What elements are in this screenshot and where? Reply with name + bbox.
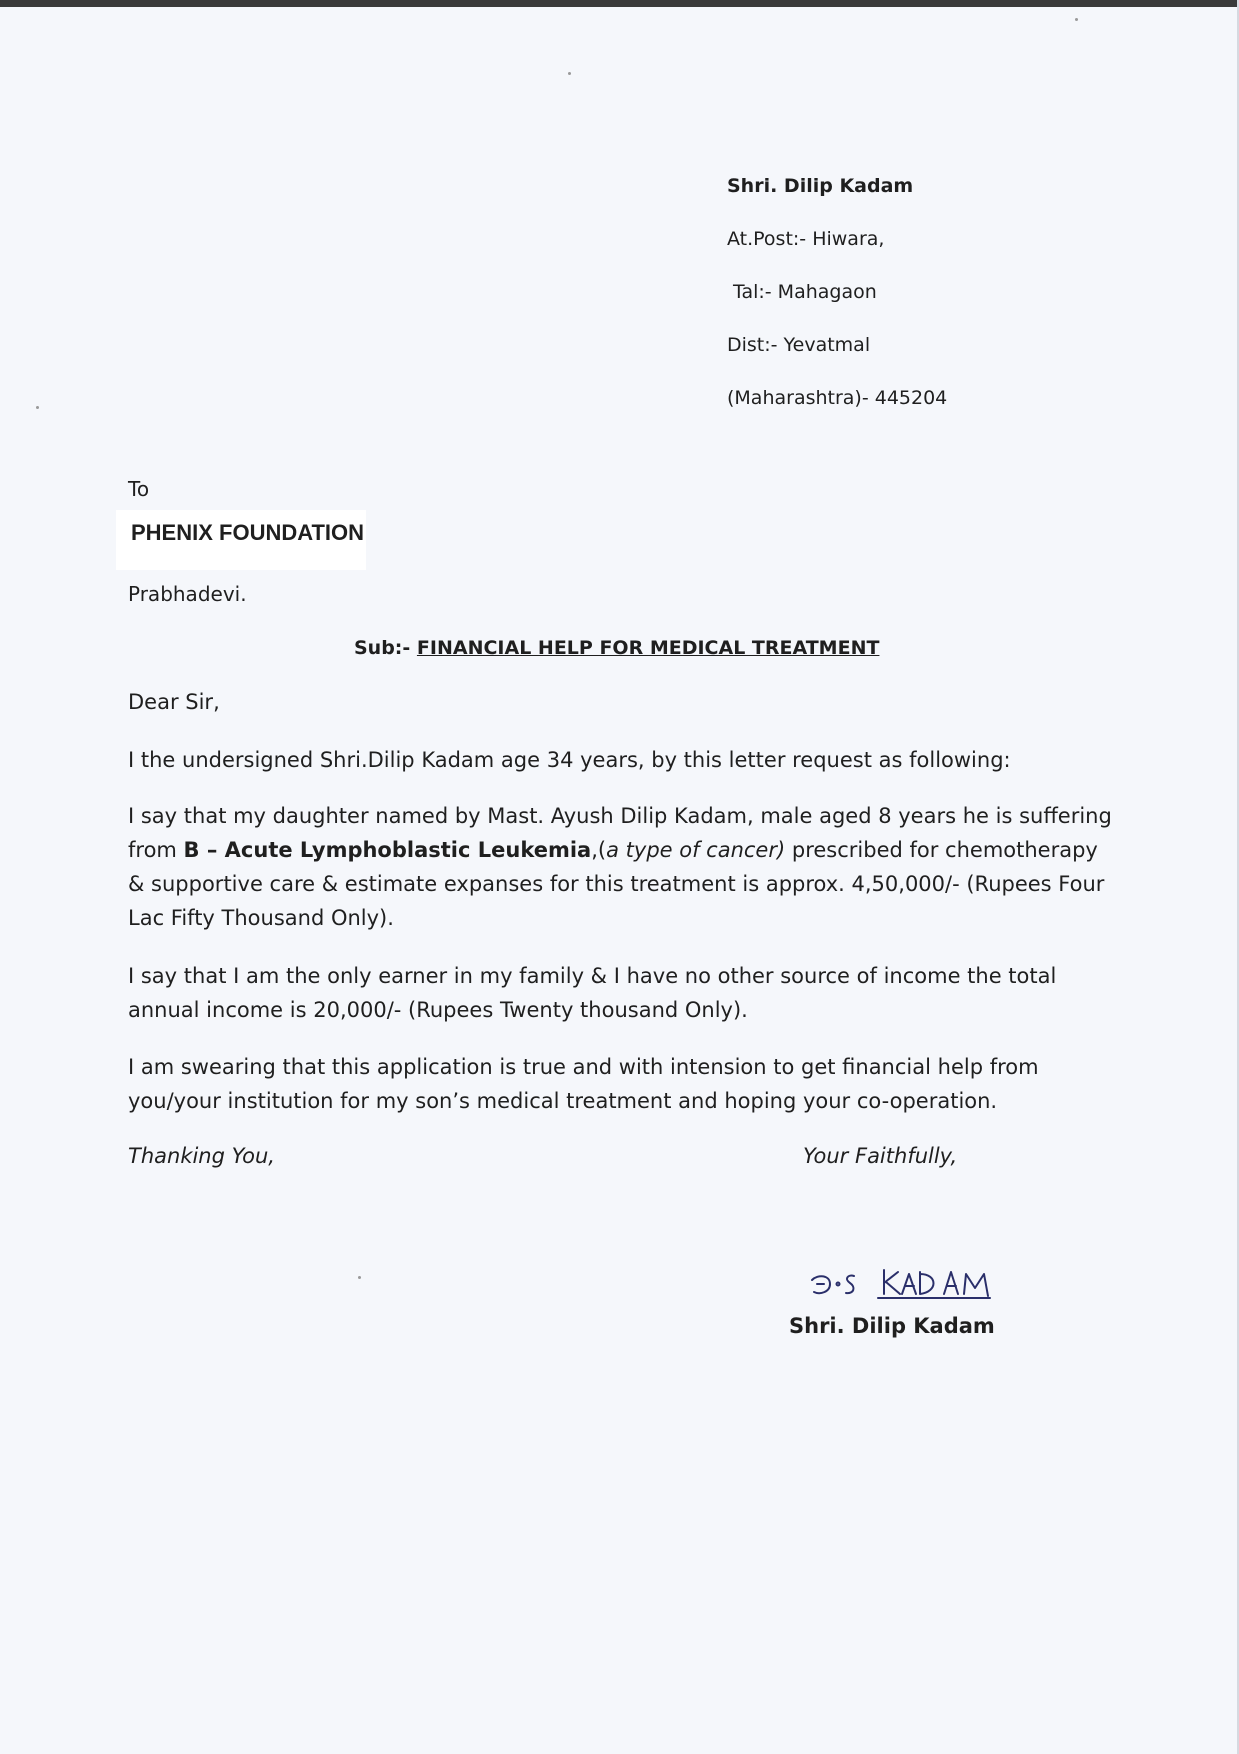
p2-text: prescribed for chemotherapy & supportive care & estimate expanses for this treatment is approx. 4,50,000/- (Rupees Four Lac Fifty Thousand Only). [128, 838, 1105, 930]
diagnosis: B – Acute Lymphoblastic Leukemia [183, 838, 592, 862]
scan-speck [36, 406, 39, 409]
handwritten-signature [808, 1266, 998, 1306]
closing-thanks: Thanking You, [128, 1144, 275, 1168]
recipient-name: PHENIX FOUNDATION [131, 520, 365, 545]
closing-sign-off: Your Faithfully, [803, 1144, 958, 1168]
sender-address-line: Dist:- Yevatmal [727, 334, 871, 356]
recipient-location: Prabhadevi. [128, 582, 247, 606]
subject-line [354, 637, 879, 659]
sender-address-line: (Maharashtra)- 445204 [727, 387, 948, 409]
to-label: To [128, 477, 150, 501]
sender-name: Shri. Dilip Kadam [727, 175, 914, 197]
scan-speck [358, 1276, 361, 1279]
scan-speck [1075, 18, 1078, 21]
body-paragraph-1: I the undersigned Shri.Dilip Kadam age 34 years, by this letter request as following: [128, 748, 1011, 772]
signer-name: Shri. Dilip Kadam [789, 1314, 995, 1338]
body-paragraph-4: I am swearing that this application is true and with intension to get financial help from you/your institution for my son’s medical treatment and hoping your co-operation. [128, 1055, 1039, 1113]
subject-prefix: Sub:- [354, 637, 411, 659]
sender-address-line: At.Post:- Hiwara, [727, 228, 885, 250]
body-paragraph-2 [128, 799, 1118, 935]
sender-block [727, 160, 947, 425]
diagnosis-note: a type of cancer) [606, 838, 786, 862]
scan-speck [568, 72, 571, 75]
salutation: Dear Sir, [128, 690, 220, 714]
p2-text: I say that my daughter named by Mast. Ayush Dilip Kadam, male aged 8 years he is suffering from [128, 804, 1112, 862]
subject-text: FINANCIAL HELP FOR MEDICAL TREATMENT [416, 637, 880, 659]
top-scan-edge [0, 0, 1239, 7]
body-paragraph-3: I say that I am the only earner in my family & I have no other source of income the total annual income is 20,000/- (Rupees Twenty thousand Only). [128, 964, 1057, 1022]
sender-address-line: Tal:- Mahagaon [733, 281, 877, 303]
p2-text: ,( [591, 838, 607, 862]
